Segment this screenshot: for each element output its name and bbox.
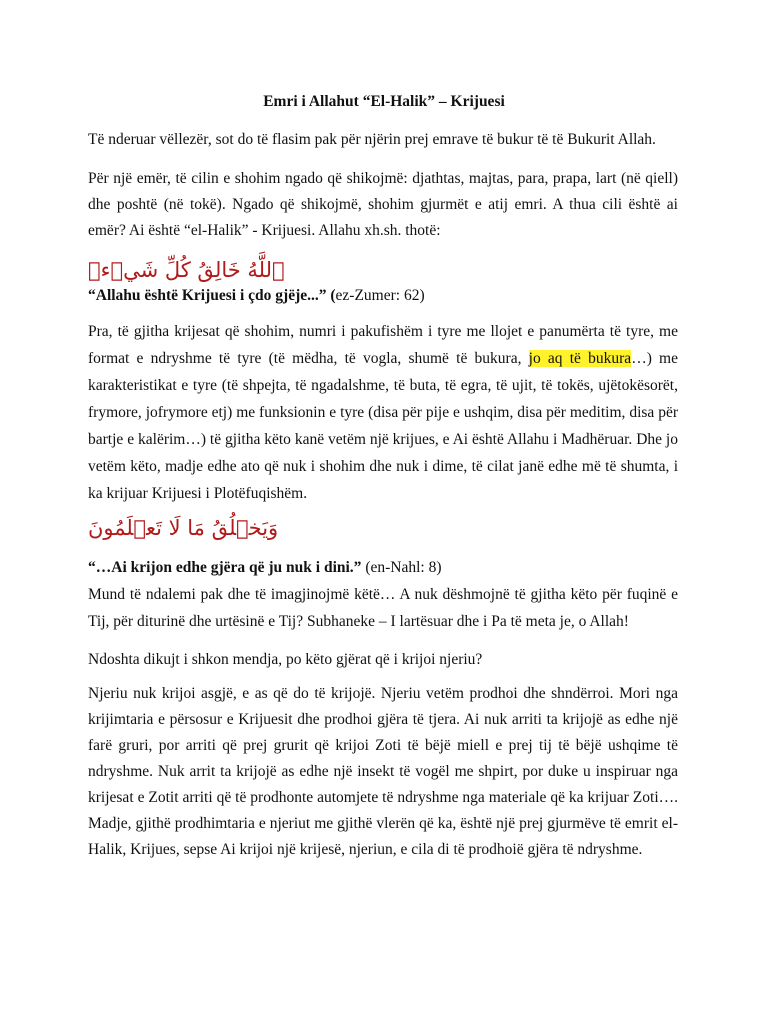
quote-zumer-reference: ez-Zumer: 62) xyxy=(335,287,425,304)
quote-zumer-text: “Allahu është Krijuesi i çdo gjëje...” ( xyxy=(88,287,336,304)
quote-nahl xyxy=(88,556,678,580)
quote-nahl-reference: (en-Nahl: 8) xyxy=(361,559,442,576)
highlighted-text: jo aq të bukura xyxy=(528,350,632,367)
paragraph-intro: Të nderuar vëllezër, sot do të flasim pak për njërin prej emrave të bukur të të Bukurit Allah. xyxy=(88,131,656,148)
paragraph-reflection: Mund të ndalemi pak dhe të imagjinojmë këtë… A nuk dëshmojnë të gjitha këto për fuqinë e Tij, për diturinë dhe urtësinë e Tij? Subhaneke – I lartësuar dhe i Pa të meta je, o Allah! xyxy=(88,586,678,630)
paragraph-question: Ndoshta dikujt i shkon mendja, po këto gjërat që i krijoi njeriu? xyxy=(88,651,483,668)
quote-zumer xyxy=(88,284,678,308)
paragraph-name-description: Për një emër, të cilin e shohim ngado që shikojmë: djathtas, majtas, para, prapa, lart (në qiell) dhe poshtë (në tokë). Ngado që shikojmë, shohim gjurmët e atij emri. A thua cili është ai emër? Ai është “el-Halik” - Krijuesi. Allahu xh.sh. thotë: xyxy=(88,170,678,239)
quote-nahl-text: “…Ai krijon edhe gjëra që ju nuk i dini.” xyxy=(88,559,362,576)
paragraph-human-production: Njeriu nuk krijoi asgjë, e as që do të krijojë. Njeriu vetëm prodhoi dhe shndërroi. Mori nga krijimtaria e përsosur e Krijuesit dhe prodhoi gjëra të tjera. Ai nuk arriti ta krijojë as edhe një farë gruri, por arriti që prej grurit që krijoi Zoti të bëjë miell e prej tij të bëjë ushqime të ndryshme. Nuk arrit ta krijojë as edhe një insekt të vogël me shpirt, por duke u inspiruar nga krijesat e Zotit arriti që të prodhonte automjete të ndryshme nga materiale që ka krijuar Zoti…. Madje, gjithë prodhimtaria e njeriut me gjithë vlerën që ka, është një prej gjurmëve të emrit el-Halik, Krijues, sepse Ai krijoi një krijesë, njeriun, e cila di të prodhoië gjëra të ndryshme. xyxy=(88,685,678,858)
paragraph-creations-start: Pra, të gjitha krijesat që shohim, numri i pakufishëm i tyre me llojet e panumërta të tyre, me format e ndryshme të tyre (të mëdha, të vogla, shumë të bukura, xyxy=(88,323,678,367)
paragraph-creations-end: …) me karakteristikat e tyre (të shpejta, të ngadalshme, të buta, të egra, të ujit, të tokës, ujëtokësorët, frymore, jofrymore etj) me funksionin e tyre (disa për pije e ushqim, disa për meditim, disa për bartje e kalërim…) të gjitha këto kanë vetëm një krijues, e Ai është Allahu i Madhëruar. Dhe jo vetëm këto, madje edhe ato që nuk i shohim dhe nuk i dime, të cilat janë edhe më të shumta, i ka krijuar Krijuesi i Plotëfuqishëm. xyxy=(88,350,678,502)
paragraph-creations xyxy=(88,318,678,507)
document-title: Emri i Allahut “El-Halik” – Krijuesi xyxy=(263,93,505,110)
arabic-verse-zumer: ٱللَّهُ خَالِقُ كُلِّ شَيۡءٖ xyxy=(88,258,285,282)
arabic-verse-nahl: وَيَخۡلُقُ مَا لَا تَعۡلَمُونَ xyxy=(88,516,279,540)
